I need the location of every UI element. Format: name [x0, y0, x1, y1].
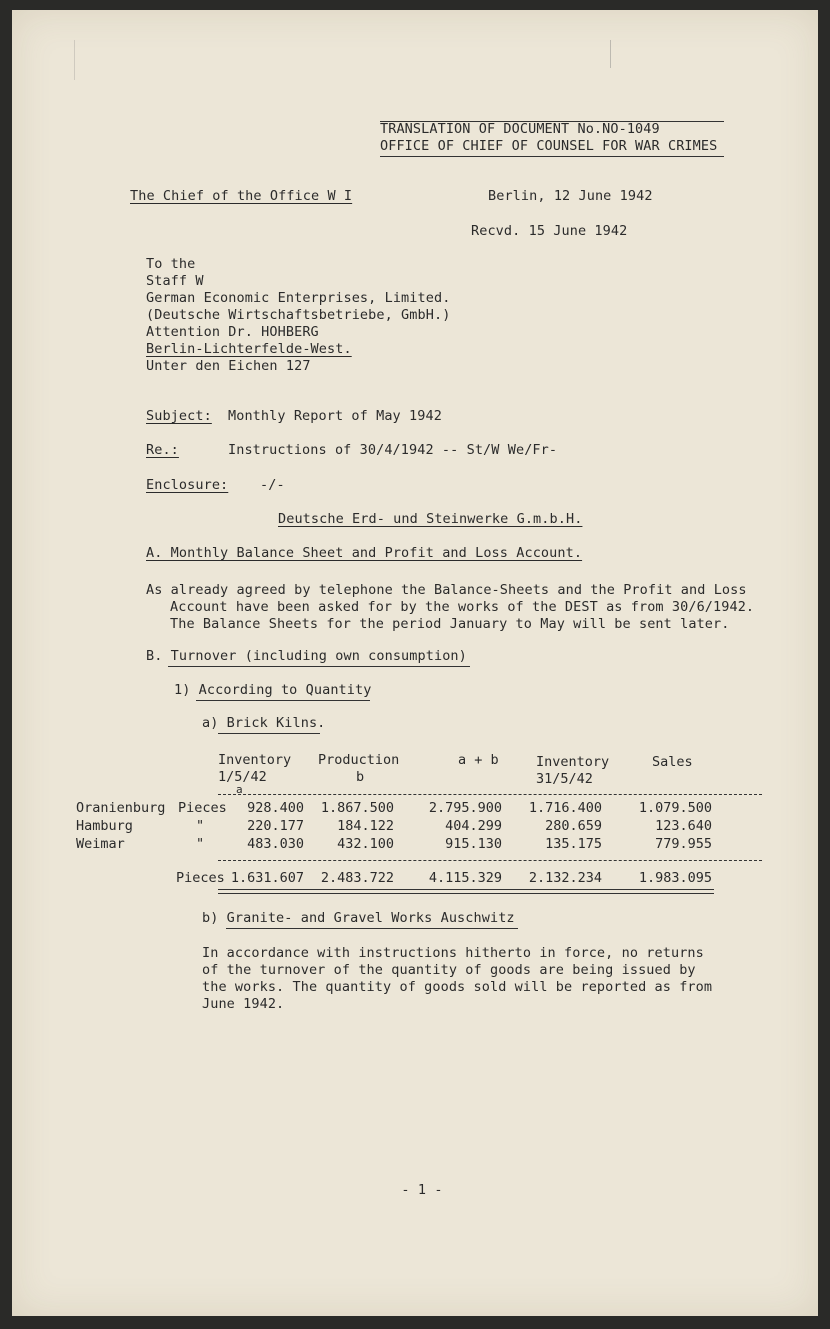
row-unit: "	[196, 836, 205, 852]
section-b-paragraph-line: June 1942.	[202, 996, 285, 1012]
row-inventory-start: 928.400	[247, 800, 304, 816]
row-inventory-start: 220.177	[247, 818, 304, 834]
address-line: Staff W	[146, 273, 204, 289]
row-sum: 2.795.900	[428, 800, 502, 816]
section-b-heading-text: B. Turnover (including own consumption)	[146, 648, 467, 664]
subsection-quantity-underline	[196, 700, 370, 701]
col-inventory-end: Inventory	[536, 754, 610, 770]
total-inventory-start: 1.631.607	[230, 870, 304, 886]
total-unit: Pieces	[176, 870, 225, 886]
row-place: Hamburg	[76, 818, 133, 834]
row-sales: 1.079.500	[638, 800, 712, 816]
col-inventory-start-mark: a	[236, 783, 243, 796]
table-total-divider	[218, 860, 762, 861]
subsection-granite: b) Granite- and Gravel Works Auschwitz	[202, 910, 515, 926]
enclosure-label: Enclosure:	[146, 477, 229, 493]
row-sales: 779.955	[655, 836, 712, 852]
section-b-underline	[168, 666, 470, 667]
row-sum: 404.299	[445, 818, 502, 834]
col-sales: Sales	[652, 754, 693, 770]
date: Berlin, 12 June 1942	[488, 188, 653, 204]
sender: The Chief of the Office W I	[130, 188, 353, 204]
address-line: To the	[146, 256, 196, 272]
row-production: 184.122	[337, 818, 394, 834]
subsection-granite-underline	[226, 928, 518, 929]
enclosure-text: -/-	[260, 477, 285, 493]
total-sales: 1.983.095	[638, 870, 712, 886]
address-line: Attention Dr. HOHBERG	[146, 324, 319, 340]
subsection-brick-kilns: a) Brick Kilns.	[202, 715, 326, 731]
translation-header-line1: TRANSLATION OF DOCUMENT No.NO-1049	[380, 121, 660, 137]
col-production: Production	[318, 752, 400, 768]
re-text: Instructions of 30/4/1942 -- St/W We/Fr-	[228, 442, 558, 458]
subsection-quantity: 1) According to Quantity	[174, 682, 372, 698]
row-inventory-end: 135.175	[545, 836, 602, 852]
row-unit: Pieces	[178, 800, 227, 816]
subsection-brick-kilns-underline	[218, 733, 320, 734]
row-inventory-end: 280.659	[545, 818, 602, 834]
section-a-heading: A. Monthly Balance Sheet and Profit and Loss Account.	[146, 545, 583, 561]
col-inventory-end-date: 31/5/42	[536, 771, 593, 787]
row-unit: "	[196, 818, 205, 834]
document-page	[12, 10, 818, 1316]
total-sum: 4.115.329	[428, 870, 502, 886]
re-label: Re.:	[146, 442, 179, 458]
company-heading: Deutsche Erd- und Steinwerke G.m.b.H.	[278, 511, 583, 527]
section-b-paragraph-line: the works. The quantity of goods sold will be reported as from	[202, 979, 713, 995]
row-sum: 915.130	[445, 836, 502, 852]
total-underline-2	[218, 893, 714, 894]
table-header-divider	[218, 794, 762, 795]
translation-header-line2: OFFICE OF CHIEF OF COUNSEL FOR WAR CRIMES	[380, 138, 718, 154]
section-b-paragraph-line: of the turnover of the quantity of goods are being issued by	[202, 962, 696, 978]
subject-text: Monthly Report of May 1942	[228, 408, 442, 424]
address-line: (Deutsche Wirtschaftsbetriebe, GmbH.)	[146, 307, 451, 323]
section-b-paragraph-line: In accordance with instructions hitherto in force, no returns	[202, 945, 704, 961]
page-number: - 1 -	[401, 1182, 443, 1198]
section-a-paragraph-line: As already agreed by telephone the Balance-Sheets and the Profit and Loss	[146, 582, 747, 598]
col-sum: a + b	[458, 752, 499, 768]
col-production-mark: b	[356, 769, 365, 785]
section-a-paragraph-line: Account have been asked for by the works of the DEST as from 30/6/1942.	[170, 599, 755, 615]
row-production: 432.100	[337, 836, 394, 852]
address-line: German Economic Enterprises, Limited.	[146, 290, 451, 306]
row-sales: 123.640	[655, 818, 712, 834]
total-inventory-end: 2.132.234	[528, 870, 602, 886]
address-line: Unter den Eichen 127	[146, 358, 311, 374]
row-place: Weimar	[76, 836, 125, 852]
section-a-paragraph-line: The Balance Sheets for the period January to May will be sent later.	[170, 616, 730, 632]
paper-mark	[610, 40, 611, 68]
address-line: Berlin-Lichterfelde-West.	[146, 341, 352, 357]
row-place: Oranienburg	[76, 800, 166, 816]
row-inventory-start: 483.030	[247, 836, 304, 852]
col-inventory-start-date: 1/5/42	[218, 769, 267, 785]
col-inventory-start: Inventory	[218, 752, 292, 768]
section-b-heading	[146, 648, 467, 665]
header-bottom-rule	[380, 156, 724, 157]
row-inventory-end: 1.716.400	[528, 800, 602, 816]
paper-mark	[74, 40, 75, 80]
total-production: 2.483.722	[320, 870, 394, 886]
subject-label: Subject:	[146, 408, 212, 424]
total-underline-1	[218, 889, 714, 890]
header-top-rule	[380, 121, 724, 122]
row-production: 1.867.500	[320, 800, 394, 816]
received-date: Recvd. 15 June 1942	[471, 223, 628, 239]
